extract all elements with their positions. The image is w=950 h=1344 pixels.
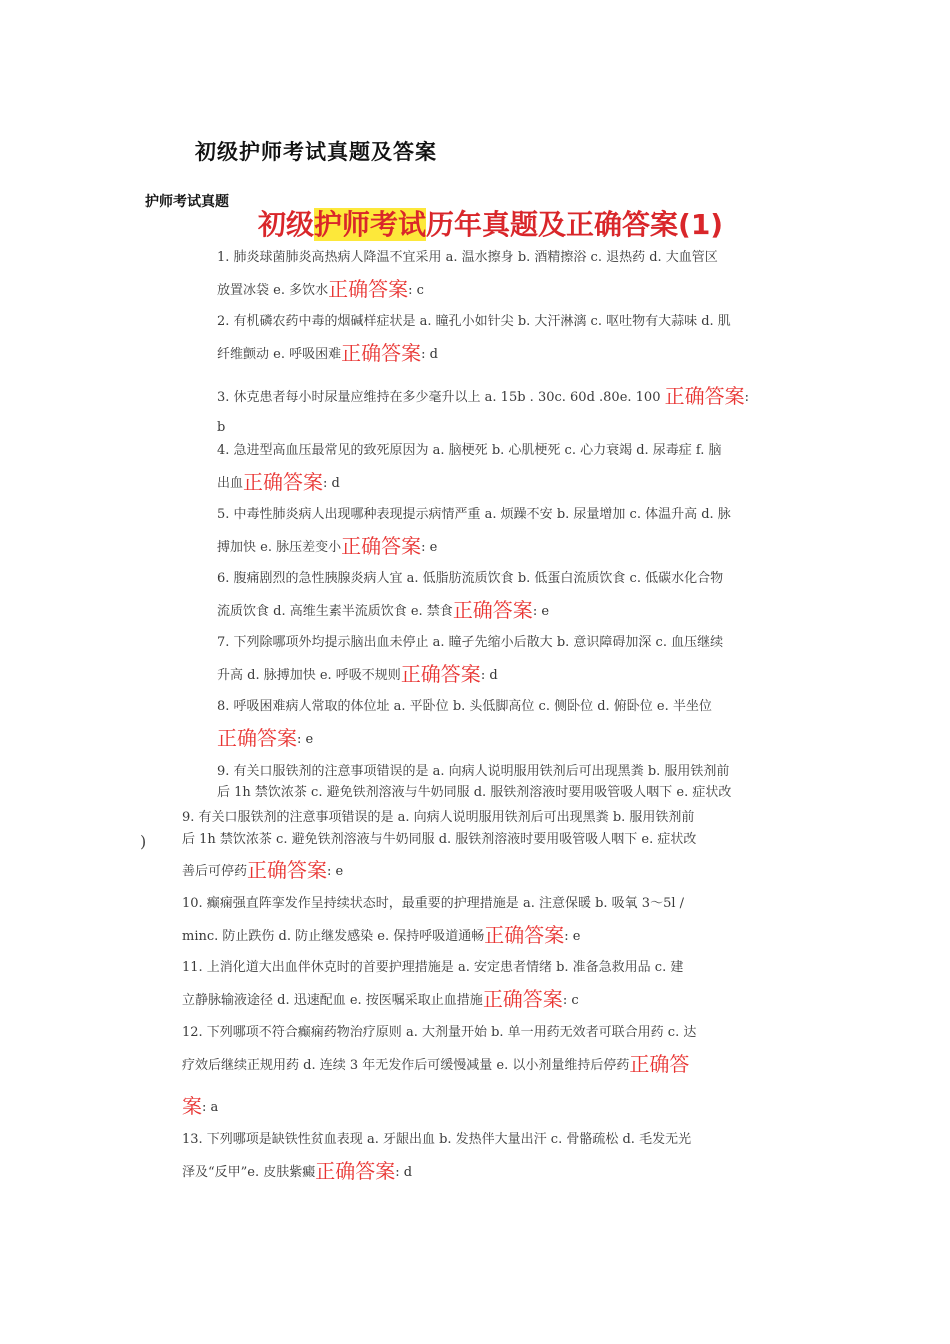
answer-label: 正确答案 <box>484 923 565 947</box>
answer-label: 正确答案 <box>341 534 422 558</box>
line-text: 7. 下列除哪项外均提示脑出血未停止 a. 瞳孑先缩小后散大 b. 意识障碍加深 c. 血压继续 <box>217 635 724 650</box>
question-line <box>217 567 723 589</box>
answer-label: 正确答案 <box>243 470 324 494</box>
question-line <box>182 860 343 882</box>
line-text: 12. 下列哪项不符合癫痫药物治疗原则 a. 大剂量开始 b. 单一用药无效者可联合用药 c. 达 <box>182 1025 697 1040</box>
question-line <box>217 536 437 558</box>
answer-label: 正确答案 <box>217 726 297 750</box>
line-text: 后 1h 禁饮浓茶 c. 避免铁剂溶液与牛奶同服 d. 服铁剂溶液时要用吸管吸人咽下 e. 症状改 <box>182 832 697 847</box>
question-line <box>182 1054 689 1076</box>
answer-value: : e <box>421 540 438 555</box>
heading-prefix: 初级 <box>258 208 315 241</box>
question-line <box>217 760 729 782</box>
line-text: 5. 中毒性肺炎病人出现哪种表现提示病情严重 a. 烦躁不安 b. 尿量增加 c. 体温升高 d. 脉 <box>217 507 731 522</box>
answer-value: : d <box>421 347 438 362</box>
answer-value: : e <box>297 732 314 747</box>
line-text: 4. 急进型高血压最常见的致死原因为 a. 脑梗死 b. 心肌梗死 c. 心力衰竭 d. 尿毒症 f. 脑 <box>217 443 722 458</box>
answer-value: : e <box>327 864 344 879</box>
question-line <box>182 925 580 947</box>
line-text: 放置冰袋 e. 多饮水 <box>217 283 329 298</box>
question-line <box>217 781 731 803</box>
answer-label: 正确答案 <box>482 987 563 1011</box>
question-line <box>182 828 696 850</box>
answer-label: 正确答案 <box>315 1159 396 1183</box>
heading-highlight: 护师考试 <box>314 208 427 241</box>
line-text: 11. 上消化道大出血伴休克时的首要护理措施是 a. 安定患者情绪 b. 准备急救用品 c. 建 <box>182 960 684 975</box>
heading-suffix: 历年真题及正确答案(1) <box>426 208 724 241</box>
line-text: 立静脉输液途径 d. 迅速配血 e. 按医嘱采取止血措施 <box>182 993 483 1008</box>
question-line <box>217 439 722 461</box>
line-text: 9. 有关口服铁剂的注意事项错误的是 a. 向病人说明服用铁剂后可出现黑粪 b. 服用铁剂前 <box>217 764 730 779</box>
answer-label: 正确答 <box>629 1052 690 1076</box>
line-text: 2. 有机磷农药中毒的烟碱样症状是 a. 瞳孔小如针尖 b. 大汗淋漓 c. 呕吐物有大蒜味 d. 肌 <box>217 314 731 329</box>
question-line <box>182 956 683 978</box>
question-line <box>217 246 718 268</box>
line-text: 善后可停药 <box>182 864 248 879</box>
question-line <box>182 1128 691 1150</box>
question-line <box>217 279 424 301</box>
question-line <box>182 1161 412 1183</box>
answer-value: : <box>744 390 750 405</box>
answer-value: : e <box>564 929 581 944</box>
answer-value: : c <box>408 283 424 298</box>
answer-label: 正确答案 <box>664 384 745 408</box>
section-label: 护师考试真题 <box>145 194 229 210</box>
line-text: 13. 下列哪项是缺铁性贫血表现 a. 牙龈出血 b. 发热伴大量出汗 c. 骨骼疏松 d. 毛发无光 <box>182 1132 692 1147</box>
line-text: 后 1h 禁饮浓茶 c. 避免铁剂溶液与牛奶同服 d. 服铁剂溶液时要用吸管吸人咽下 e. 症状改 <box>217 785 732 800</box>
answer-value: : d <box>395 1165 413 1180</box>
line-text: b <box>217 420 226 435</box>
question-line <box>217 472 340 494</box>
answer-label: 正确答案 <box>328 277 409 301</box>
line-text: 9. 有关口服铁剂的注意事项错误的是 a. 向病人说明服用铁剂后可出现黑粪 b. 服用铁剂前 <box>182 810 695 825</box>
answer-label: 正确答案 <box>400 662 481 686</box>
question-line <box>217 343 438 365</box>
answer-value: : a <box>202 1100 219 1115</box>
question-line <box>217 600 549 622</box>
question-line <box>217 631 723 653</box>
question-line <box>217 310 731 332</box>
line-text: 出血 <box>217 476 244 491</box>
line-text: 纤维颤动 e. 呼吸困难 <box>217 347 342 362</box>
question-line <box>217 416 225 438</box>
answer-label: 正确答案 <box>341 341 422 365</box>
line-text: 疗效后继续正规用药 d. 连续 3 年无发作后可缓慢减量 e. 以小剂量维持后停药 <box>182 1058 630 1073</box>
question-line <box>217 664 498 686</box>
question-line <box>217 695 712 717</box>
line-text: 3. 休克患者每小时尿量应维持在多少毫升以上 a. 15b . 30c. 60d .80e. 100 <box>217 390 661 405</box>
question-line <box>182 1021 696 1043</box>
question-line <box>182 1096 218 1118</box>
side-mark: ) <box>140 832 147 851</box>
line-text: 8. 呼吸困难病人常取的体位址 a. 平卧位 b. 头低脚高位 c. 侧卧位 d. 俯卧位 e. 半坐位 <box>217 699 712 714</box>
line-text: 10. 癫痫强直阵挛发作呈持续状态时，最重要的护理措施是 a. 注意保暖 b. 吸氧 3～5l / <box>182 896 685 911</box>
question-line <box>182 989 579 1011</box>
answer-value: : c <box>562 993 579 1008</box>
question-line <box>217 728 313 750</box>
line-text: 1. 肺炎球菌肺炎高热病人降温不宜采用 a. 温水擦身 b. 酒精擦浴 c. 退热药 d. 大血管区 <box>217 250 718 265</box>
answer-value: : d <box>323 476 340 491</box>
question-line <box>182 892 684 914</box>
answer-value: : e <box>532 604 550 619</box>
question-line <box>182 806 694 828</box>
document-title: 初级护师考试真题及答案 <box>195 139 437 164</box>
exam-heading <box>258 203 723 243</box>
line-text: 流质饮食 d. 高维生素半流质饮食 e. 禁食 <box>217 604 453 619</box>
question-line <box>217 386 749 408</box>
line-text: 泽及“反甲”e. 皮肤紫癜 <box>182 1165 316 1180</box>
answer-label: 正确答案 <box>452 598 533 622</box>
line-text: 升高 d. 脉搏加快 e. 呼吸不规则 <box>217 668 401 683</box>
answer-label: 正确答案 <box>247 858 328 882</box>
line-text: minc. 防止跌伤 d. 防止继发感染 e. 保持呼吸道通畅 <box>182 929 485 944</box>
line-text: 搏加快 e. 脉压差变小 <box>217 540 342 555</box>
line-text: 6. 腹痛剧烈的急性胰腺炎病人宜 a. 低脂肪流质饮食 b. 低蛋白流质饮食 c. 低碳水化合物 <box>217 571 724 586</box>
answer-label: 案 <box>182 1094 202 1118</box>
answer-value: : d <box>480 668 498 683</box>
question-line <box>217 503 731 525</box>
